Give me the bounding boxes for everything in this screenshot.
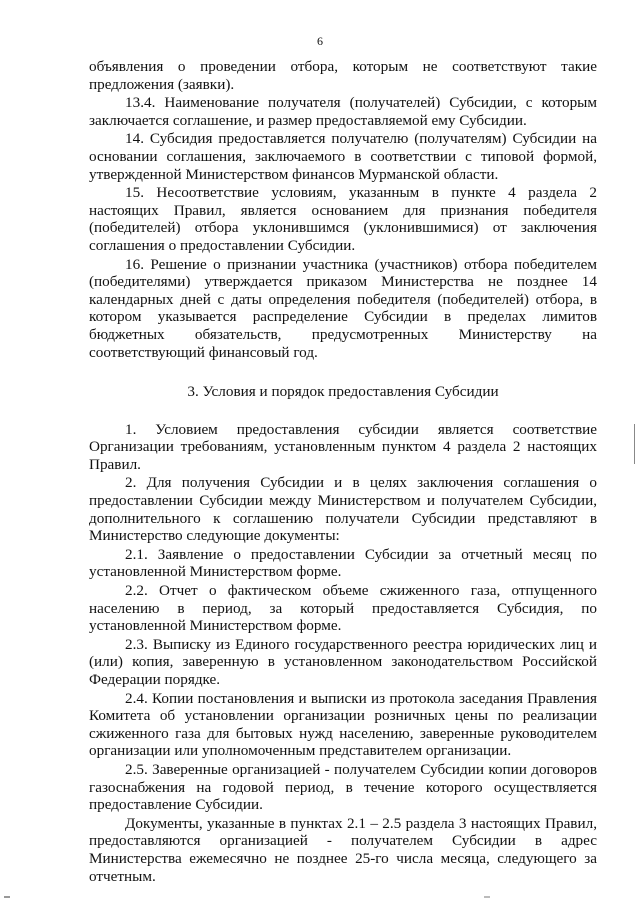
paragraph: 1. Условием предоставления субсидии является соответствие Организации требованиям, установленным пунктом 4 раздела 2 настоящих Правил.	[89, 420, 597, 473]
paragraph: 14. Субсидия предоставляется получателю (получателям) Субсидии на основании соглашения, заключаемого в соответствии с типовой формой, утвержденной Министерством финансов Мурманской области.	[89, 130, 597, 183]
paragraph: Документы, указанные в пунктах 2.1 – 2.5 раздела 3 настоящих Правил, предоставляются организацией - получателем Субсидии в адрес Министерства ежемесячно не позднее 25-го числа месяца, следующего за отчетным.	[89, 814, 597, 885]
scan-edge-mark	[634, 424, 638, 464]
paragraphs-after-heading	[89, 421, 597, 885]
paragraph: 2. Для получения Субсидии и в целях заключения соглашения о предоставлении Субсидии между Министерством и получателем Субсидии, дополнительного к соглашению получатели Субсидии представляют в Министерство следующие документы:	[89, 474, 597, 545]
paragraph: 15. Несоответствие условиям, указанным в пункте 4 раздела 2 настоящих Правил, является основанием для признания победителя (победителей) отбора уклонившимся (уклонившимися) от заключения соглашения о предоставлении Субсидии.	[89, 184, 597, 254]
paragraphs-before-heading	[89, 58, 597, 361]
section-heading: 3. Условия и порядок предоставления Субсидии	[187, 383, 499, 401]
paragraph: 2.2. Отчет о фактическом объеме сжиженного газа, отпущенного населению в период, за который предоставляется Субсидия, по установленной Министерством форме.	[89, 582, 597, 635]
page-number: 6	[317, 34, 323, 48]
scan-artifact-left	[4, 896, 10, 898]
document-body	[89, 58, 597, 886]
paragraph: 13.4. Наименование получателя (получателей) Субсидии, с которым заключается соглашение, и размер предоставляемой ему Субсидии.	[89, 94, 597, 129]
paragraph: 2.4. Копии постановления и выписки из протокола заседания Правления Комитета об установлении организации розничных цены по реализации сжиженного газа для бытовых нужд населению, заверенные руководителем организации или уполномоченным представителем организации.	[89, 689, 597, 760]
paragraph: 2.5. Заверенные организацией - получателем Субсидии копии договоров газоснабжения на годовой период, в течение которого осуществляется предоставление Субсидии.	[89, 760, 597, 814]
paragraph: 16. Решение о признании участника (участников) отбора победителем (победителями) утверждается приказом Министерства не позднее 14 календарных дней с даты определения победителя (победителей) отбора, в котором указывается распределение Субсидии в пределах лимитов бюджетных обязательств, предусмотренных Министерству на соответствующий финансовый год.	[89, 255, 597, 361]
scan-artifact-right	[484, 896, 490, 898]
paragraph: 2.3. Выписку из Единого государственного реестра юридических лиц и (или) копия, заверенную в установленном законодательством Российской Федерации порядке.	[89, 635, 597, 688]
paragraph: 2.1. Заявление о предоставлении Субсидии за отчетный месяц по установленной Министерством форме.	[89, 545, 597, 581]
paragraph: объявления о проведении отбора, которым не соответствуют такие предложения (заявки).	[89, 58, 597, 93]
